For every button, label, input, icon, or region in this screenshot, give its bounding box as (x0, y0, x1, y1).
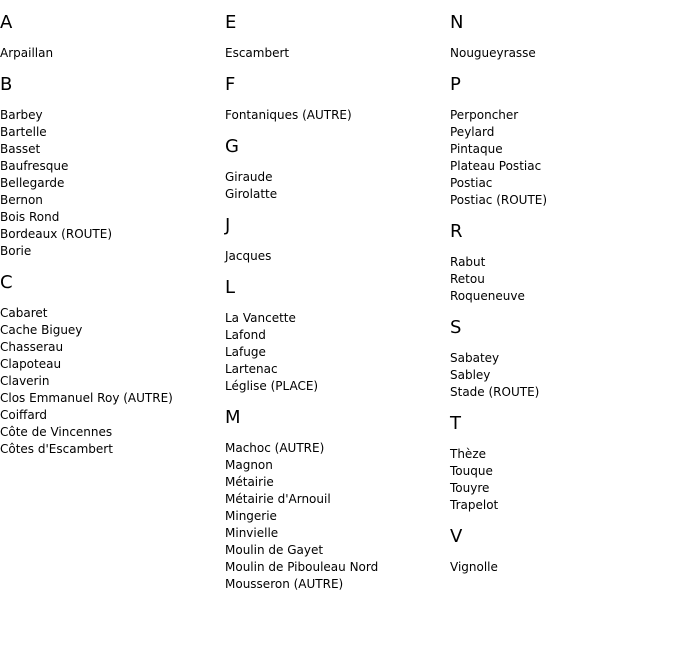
street-link[interactable]: Borie (0, 244, 32, 258)
street-link[interactable]: Bellegarde (0, 176, 65, 190)
street-list (450, 45, 675, 62)
letter-group-f (225, 74, 450, 124)
letter-heading: C (0, 272, 13, 293)
street-link[interactable]: Girolatte (225, 187, 278, 201)
street-link[interactable]: Cabaret (0, 306, 48, 320)
street-link[interactable]: Métairie (225, 475, 274, 489)
street-link[interactable]: Basset (0, 142, 41, 156)
street-link[interactable]: Bernon (0, 193, 43, 207)
letter-group-r (450, 221, 675, 305)
street-link[interactable]: Coiffard (0, 408, 48, 422)
street-link[interactable]: Clos Emmanuel Roy (AUTRE) (0, 391, 173, 405)
street-link[interactable]: Roqueneuve (450, 289, 525, 303)
letter-group-l (225, 277, 450, 395)
street-link[interactable]: Cache Biguey (0, 323, 83, 337)
street-link[interactable]: Touyre (450, 481, 490, 495)
street-link[interactable]: Magnon (225, 458, 273, 472)
street-list (225, 248, 450, 265)
street-link[interactable]: Minvielle (225, 526, 279, 540)
street-list (225, 169, 450, 203)
street-link[interactable]: Léglise (PLACE) (225, 379, 319, 393)
street-link[interactable]: Escambert (225, 46, 290, 60)
street-link[interactable]: Moulin de Pibouleau Nord (225, 560, 379, 574)
street-list (0, 305, 225, 458)
street-link[interactable]: Nougueyrasse (450, 46, 536, 60)
street-link[interactable]: Baufresque (0, 159, 69, 173)
street-link[interactable]: Retou (450, 272, 485, 286)
letter-group-t (450, 413, 675, 514)
letter-group-p (450, 74, 675, 209)
letter-heading: T (450, 413, 461, 434)
street-link[interactable]: Lafond (225, 328, 266, 342)
street-link[interactable]: Thèze (450, 447, 486, 461)
letter-heading: S (450, 317, 462, 338)
street-link[interactable]: Clapoteau (0, 357, 62, 371)
street-link[interactable]: Claverin (0, 374, 50, 388)
street-list (450, 350, 675, 401)
street-link[interactable]: Arpaillan (0, 46, 54, 60)
street-link[interactable]: Jacques (225, 249, 272, 263)
street-index-column-2 (225, 0, 450, 603)
street-link[interactable]: Plateau Postiac (450, 159, 542, 173)
street-link[interactable]: Giraude (225, 170, 273, 184)
letter-heading: L (225, 277, 236, 298)
street-list (450, 559, 675, 576)
street-link[interactable]: Machoc (AUTRE) (225, 441, 325, 455)
street-link[interactable]: Sabatey (450, 351, 500, 365)
street-link[interactable]: La Vancette (225, 311, 296, 325)
street-link[interactable]: Touque (450, 464, 493, 478)
street-link[interactable]: Postiac (450, 176, 493, 190)
street-link[interactable]: Fontaniques (AUTRE) (225, 108, 352, 122)
letter-heading: B (0, 74, 13, 95)
letter-group-j (225, 215, 450, 265)
letter-heading: V (450, 526, 463, 547)
letter-heading: J (225, 215, 231, 236)
street-link[interactable]: Stade (ROUTE) (450, 385, 540, 399)
street-link[interactable]: Peylard (450, 125, 495, 139)
street-link[interactable]: Bordeaux (ROUTE) (0, 227, 113, 241)
letter-group-a (0, 12, 225, 62)
street-link[interactable]: Côtes d'Escambert (0, 442, 113, 456)
street-link[interactable]: Métairie d'Arnouil (225, 492, 331, 506)
street-link[interactable]: Chasserau (0, 340, 64, 354)
street-list (0, 45, 225, 62)
letter-heading: E (225, 12, 237, 33)
street-link[interactable]: Sabley (450, 368, 491, 382)
letter-heading: R (450, 221, 463, 242)
letter-group-e (225, 12, 450, 62)
letter-group-b (0, 74, 225, 260)
street-list (225, 310, 450, 395)
street-link[interactable]: Bois Rond (0, 210, 60, 224)
street-link[interactable]: Pintaque (450, 142, 503, 156)
letter-heading: A (0, 12, 13, 33)
street-list (450, 254, 675, 305)
street-link[interactable]: Lartenac (225, 362, 278, 376)
street-link[interactable]: Bartelle (0, 125, 47, 139)
street-list (225, 45, 450, 62)
letter-group-c (0, 272, 225, 458)
letter-heading: N (450, 12, 464, 33)
letter-group-n (450, 12, 675, 62)
street-link[interactable]: Barbey (0, 108, 43, 122)
street-list (450, 446, 675, 514)
letter-group-g (225, 136, 450, 203)
street-list (0, 107, 225, 260)
letter-heading: F (225, 74, 236, 95)
street-list (225, 440, 450, 593)
letter-group-m (225, 407, 450, 593)
street-link[interactable]: Trapelot (450, 498, 499, 512)
street-link[interactable]: Perponcher (450, 108, 519, 122)
street-index-column-3 (450, 0, 675, 586)
street-link[interactable]: Rabut (450, 255, 486, 269)
street-link[interactable]: Postiac (ROUTE) (450, 193, 548, 207)
street-link[interactable]: Mingerie (225, 509, 277, 523)
street-list (225, 107, 450, 124)
street-link[interactable]: Moulin de Gayet (225, 543, 324, 557)
street-link[interactable]: Mousseron (AUTRE) (225, 577, 344, 591)
street-list (450, 107, 675, 209)
street-link[interactable]: Côte de Vincennes (0, 425, 113, 439)
letter-group-s (450, 317, 675, 401)
street-link[interactable]: Lafuge (225, 345, 266, 359)
letter-heading: M (225, 407, 241, 428)
letter-heading: P (450, 74, 461, 95)
street-index-column-1 (0, 0, 225, 468)
letter-heading: G (225, 136, 239, 157)
letter-group-v (450, 526, 675, 576)
street-link[interactable]: Vignolle (450, 560, 498, 574)
